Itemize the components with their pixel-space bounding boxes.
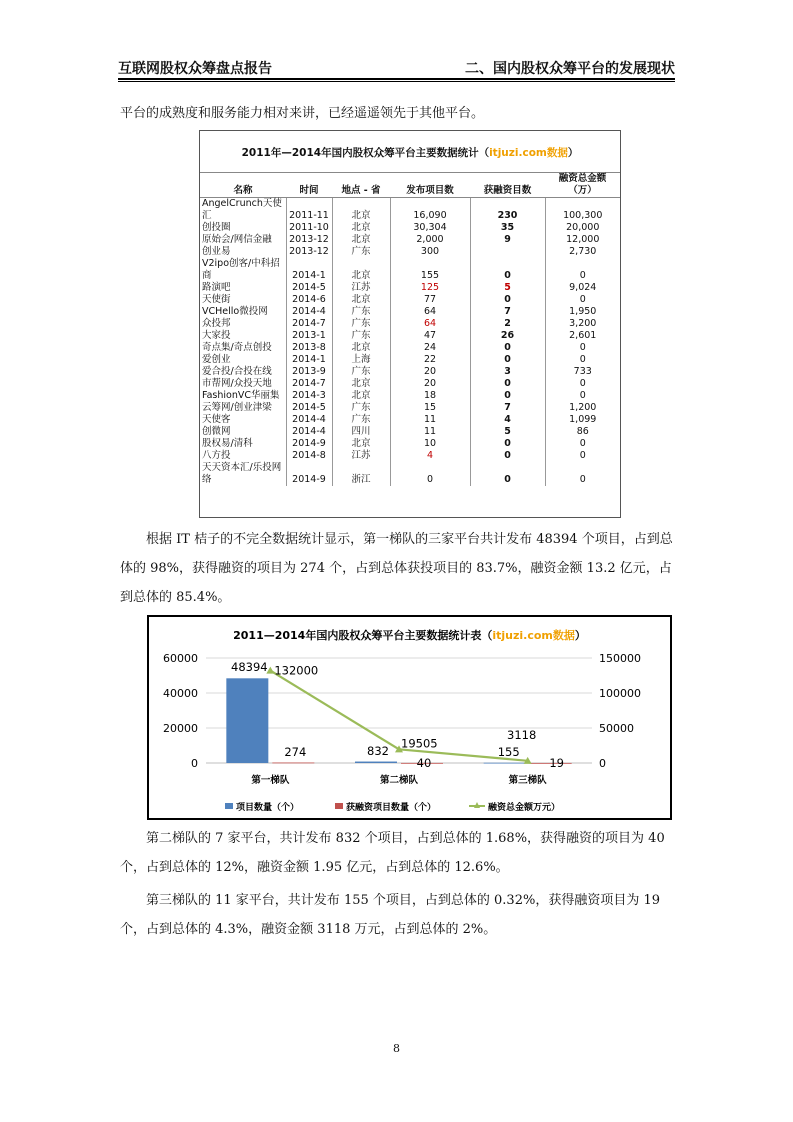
table-cell: 20 xyxy=(390,378,470,390)
table-row xyxy=(200,378,620,390)
table-cell: 北京 xyxy=(332,438,390,450)
table-header-cell: 发布项目数 xyxy=(390,173,470,198)
left-axis-tick-label: 40000 xyxy=(163,687,198,700)
header-report-title: 互联网股权众筹盘点报告 xyxy=(118,61,272,77)
table-cell: 0 xyxy=(545,354,620,366)
table-cell xyxy=(470,246,545,258)
chart-svg xyxy=(149,617,670,818)
table-cell: 11 xyxy=(390,426,470,438)
table-cell: 广东 xyxy=(332,366,390,378)
table-cell: 2013-1 xyxy=(286,330,332,342)
table-cell: 广东 xyxy=(332,402,390,414)
paragraph-tier2: 第二梯队的 7 家平台，共计发布 832 个项目，占到总体的 1.68%，获得融资的项目为 40 个，占到总体的 12%，融资金额 1.95 亿元，占到总体的 12.6%。 xyxy=(120,831,665,875)
right-axis-tick-label: 100000 xyxy=(599,687,641,700)
table-cell: 35 xyxy=(470,222,545,234)
table-cell: 原始会/网信金融 xyxy=(202,234,272,245)
table-title: 2011年—2014年国内股权众筹平台主要数据统计（itjuzi.com数据） xyxy=(241,147,579,159)
table-cell: 5 xyxy=(470,426,545,438)
table-row xyxy=(200,330,620,342)
table-cell: 2014-9 xyxy=(286,438,332,450)
table-body xyxy=(200,198,620,487)
table-cell: 0 xyxy=(545,258,620,282)
page-header xyxy=(118,56,675,78)
table-row xyxy=(200,318,620,330)
right-axis-tick-label: 150000 xyxy=(599,652,641,665)
table-cell: 2014-4 xyxy=(286,414,332,426)
table-cell: 1,950 xyxy=(545,306,620,318)
table-cell: 9 xyxy=(470,234,545,246)
table-row xyxy=(200,462,620,486)
tier-comparison-chart xyxy=(147,615,672,820)
table-cell: 广东 xyxy=(332,318,390,330)
table-cell: FashionVC华丽集 xyxy=(202,390,280,401)
table-cell: 22 xyxy=(390,354,470,366)
table-cell: 0 xyxy=(545,438,620,450)
table-cell: 2011-11 xyxy=(286,198,332,223)
table-cell: 2,601 xyxy=(545,330,620,342)
table-cell: 2014-7 xyxy=(286,378,332,390)
table-cell: 300 xyxy=(390,246,470,258)
table-row xyxy=(200,282,620,294)
table-cell: 230 xyxy=(470,198,545,223)
table-cell: 广东 xyxy=(332,306,390,318)
data-label: 3118 xyxy=(507,727,537,742)
table-cell: 天使客 xyxy=(202,414,231,425)
table-cell: 0 xyxy=(545,450,620,462)
table-cell: 4 xyxy=(470,414,545,426)
table-cell: 18 xyxy=(390,390,470,402)
table-cell: 0 xyxy=(545,378,620,390)
bar-funded xyxy=(272,763,314,764)
table-header-row xyxy=(200,173,620,198)
table-cell: 5 xyxy=(470,282,545,294)
table-cell: 0 xyxy=(470,354,545,366)
table-cell: 1,200 xyxy=(545,402,620,414)
table-cell: 2013-8 xyxy=(286,342,332,354)
table-cell: 2,730 xyxy=(545,246,620,258)
table-cell: 八方投 xyxy=(202,450,231,461)
category-label: 第一梯队 xyxy=(251,775,290,786)
data-label: 19 xyxy=(549,756,564,770)
table-cell: 北京 xyxy=(332,222,390,234)
table-row xyxy=(200,306,620,318)
table-cell: 2014-9 xyxy=(286,462,332,486)
table-cell: 天使街 xyxy=(202,294,231,305)
header-rule-thin xyxy=(118,81,675,82)
table-cell: 四川 xyxy=(332,426,390,438)
table-row xyxy=(200,438,620,450)
header-section-title: 二、国内股权众筹平台的发展现状 xyxy=(465,61,675,77)
table-cell: 江苏 xyxy=(332,450,390,462)
table-cell: 0 xyxy=(470,342,545,354)
table-cell: 0 xyxy=(470,258,545,282)
table-cell: VCHello微投网 xyxy=(202,306,268,317)
legend-funded-swatch xyxy=(335,803,343,809)
table-cell: 9,024 xyxy=(545,282,620,294)
table-cell: V2ipo创客/中科招商 xyxy=(202,258,280,281)
table-cell: 广东 xyxy=(332,330,390,342)
bar-projects xyxy=(355,762,397,763)
table-row xyxy=(200,366,620,378)
table-row xyxy=(200,354,620,366)
table-header-cell: 地点 - 省 xyxy=(332,173,390,198)
right-axis-tick-label: 0 xyxy=(599,757,606,770)
paragraph-tier3: 第三梯队的 11 家平台，共计发布 155 个项目，占到总体的 0.32%，获得融资项目为 19 个，占到总体的 4.3%，融资金额 3118 万元，占到总体的 2%。 xyxy=(120,893,660,937)
table-cell: 16,090 xyxy=(390,198,470,223)
table-row xyxy=(200,402,620,414)
chart-title-source: itjuzi.com数据 xyxy=(492,629,575,642)
legend-funded-label: 获融资项目数量（个） xyxy=(346,803,437,813)
legend-projects-label: 项目数量（个） xyxy=(236,803,300,813)
data-label: 132000 xyxy=(274,663,319,678)
table-cell: 云筹网/创业津梁 xyxy=(202,402,272,413)
table-cell: 733 xyxy=(545,366,620,378)
table-cell: 3,200 xyxy=(545,318,620,330)
table-cell: 30,304 xyxy=(390,222,470,234)
table-row xyxy=(200,450,620,462)
table-cell: 125 xyxy=(390,282,470,294)
table-cell: 江苏 xyxy=(332,282,390,294)
data-label: 40 xyxy=(416,756,432,770)
table-cell: 爱合投/合投在线 xyxy=(202,366,272,377)
table-cell: 0 xyxy=(470,294,545,306)
table-cell: 0 xyxy=(545,462,620,486)
table-cell: 0 xyxy=(545,390,620,402)
table-cell: 市帮网/众投天地 xyxy=(202,378,272,389)
table-cell: 0 xyxy=(470,450,545,462)
table-cell: 12,000 xyxy=(545,234,620,246)
table-cell: 大家投 xyxy=(202,330,231,341)
platform-data-table-figure xyxy=(199,130,621,518)
table-row xyxy=(200,258,620,282)
table-cell: 创业易 xyxy=(202,246,231,257)
table-cell: 0 xyxy=(470,462,545,486)
table-row xyxy=(200,198,620,223)
table-cell: 100,300 xyxy=(545,198,620,223)
table-row xyxy=(200,390,620,402)
category-label: 第二梯队 xyxy=(379,775,419,786)
table-cell: 0 xyxy=(470,390,545,402)
table-cell: 股权易/清科 xyxy=(202,438,253,449)
table-row xyxy=(200,342,620,354)
table-title-source: itjuzi.com数据 xyxy=(489,147,568,159)
bar-projects xyxy=(484,763,526,764)
table-cell: 上海 xyxy=(332,354,390,366)
table-cell: 3 xyxy=(470,366,545,378)
table-cell: 2014-5 xyxy=(286,282,332,294)
table-cell: 26 xyxy=(470,330,545,342)
table-cell: 2013-12 xyxy=(286,234,332,246)
table-cell: 创投圈 xyxy=(202,222,231,233)
table-cell: 86 xyxy=(545,426,620,438)
table-cell: 15 xyxy=(390,402,470,414)
table-cell: 北京 xyxy=(332,342,390,354)
table-cell: 2014-1 xyxy=(286,354,332,366)
table-cell: 155 xyxy=(390,258,470,282)
data-label: 274 xyxy=(284,745,307,759)
table-row xyxy=(200,426,620,438)
table-cell: 0 xyxy=(470,438,545,450)
table-header-cell: 获融资目数 xyxy=(470,173,545,198)
left-axis-tick-label: 20000 xyxy=(163,722,198,735)
table-cell: 北京 xyxy=(332,294,390,306)
table-row xyxy=(200,414,620,426)
table-cell: 4 xyxy=(390,450,470,462)
table-cell: 2014-6 xyxy=(286,294,332,306)
table-cell: 11 xyxy=(390,414,470,426)
table-cell: 2014-5 xyxy=(286,402,332,414)
chart-title-end: ） xyxy=(574,629,586,642)
table-row xyxy=(200,222,620,234)
table-cell: 64 xyxy=(390,318,470,330)
table-cell: 2014-4 xyxy=(286,426,332,438)
data-label: 155 xyxy=(497,745,520,759)
bar-projects xyxy=(226,678,268,763)
intro-paragraph: 平台的成熟度和服务能力相对来讲，已经遥遥领先于其他平台。 xyxy=(120,106,485,121)
table-cell: 路演吧 xyxy=(202,282,231,293)
table-cell: 广东 xyxy=(332,414,390,426)
table-cell: 奇点集/奇点创投 xyxy=(202,342,272,353)
legend-funding-total-label: 融资总金额万元） xyxy=(488,803,561,813)
table-cell: 2014-8 xyxy=(286,450,332,462)
left-axis-tick-label: 60000 xyxy=(163,652,198,665)
table-cell: 北京 xyxy=(332,258,390,282)
table-header-cell: 融资总金额（万） xyxy=(545,173,620,198)
page-number: 8 xyxy=(393,1042,400,1055)
table-cell: 2014-7 xyxy=(286,318,332,330)
table-cell: 0 xyxy=(470,378,545,390)
table-cell: 北京 xyxy=(332,234,390,246)
table-cell: 0 xyxy=(390,462,470,486)
table-cell: 2011-10 xyxy=(286,222,332,234)
table-header-cell: 时间 xyxy=(286,173,332,198)
table-cell: 北京 xyxy=(332,390,390,402)
table-cell: 77 xyxy=(390,294,470,306)
table-cell: 天天资本汇/乐投网络 xyxy=(202,462,282,485)
table-cell: 2014-3 xyxy=(286,390,332,402)
header-rule xyxy=(118,78,675,80)
table-cell: 2 xyxy=(470,318,545,330)
table-header-cell: 名称 xyxy=(200,173,286,198)
table-cell: 64 xyxy=(390,306,470,318)
table-cell: 0 xyxy=(545,342,620,354)
table-cell: 浙江 xyxy=(332,462,390,486)
left-axis-tick-label: 0 xyxy=(191,757,198,770)
chart-title xyxy=(233,628,586,642)
table-row xyxy=(200,294,620,306)
legend-projects-swatch xyxy=(225,803,233,809)
chart-title-main: 2011—2014年国内股权众筹平台主要数据统计表（ xyxy=(233,629,493,642)
table-cell: AngelCrunch天使汇 xyxy=(202,198,282,221)
table-cell: 1,099 xyxy=(545,414,620,426)
category-label: 第三梯队 xyxy=(508,775,547,786)
table-cell: 7 xyxy=(470,402,545,414)
table-cell: 2013-12 xyxy=(286,246,332,258)
table-cell: 10 xyxy=(390,438,470,450)
table-cell: 24 xyxy=(390,342,470,354)
table-cell: 北京 xyxy=(332,378,390,390)
table-cell: 20,000 xyxy=(545,222,620,234)
table-cell: 2014-1 xyxy=(286,258,332,282)
data-label: 48394 xyxy=(231,660,268,674)
table-cell: 2014-4 xyxy=(286,306,332,318)
table-cell: 2013-9 xyxy=(286,366,332,378)
table-cell: 0 xyxy=(545,294,620,306)
table-cell: 爱创业 xyxy=(202,354,231,365)
table-cell: 创微网 xyxy=(202,426,231,437)
table-row xyxy=(200,234,620,246)
table-cell: 2,000 xyxy=(390,234,470,246)
table-cell: 众投邦 xyxy=(202,318,231,329)
table-row xyxy=(200,246,620,258)
table-cell: 广东 xyxy=(332,246,390,258)
table-cell: 北京 xyxy=(332,198,390,223)
data-label: 19505 xyxy=(401,736,438,751)
right-axis-tick-label: 50000 xyxy=(599,722,634,735)
platform-data-table xyxy=(200,172,620,486)
data-label: 832 xyxy=(367,744,389,758)
paragraph-tier1: 根据 IT 桔子的不完全数据统计显示，第一梯队的三家平台共计发布 48394 个项目，占到总体的 98%，获得融资的项目为 274 个，占到总体获投项目的 83.7%，融资金额 13.2 亿元，占到总体的 85.4%。 xyxy=(120,532,673,605)
table-cell: 7 xyxy=(470,306,545,318)
table-cell: 20 xyxy=(390,366,470,378)
table-cell: 47 xyxy=(390,330,470,342)
